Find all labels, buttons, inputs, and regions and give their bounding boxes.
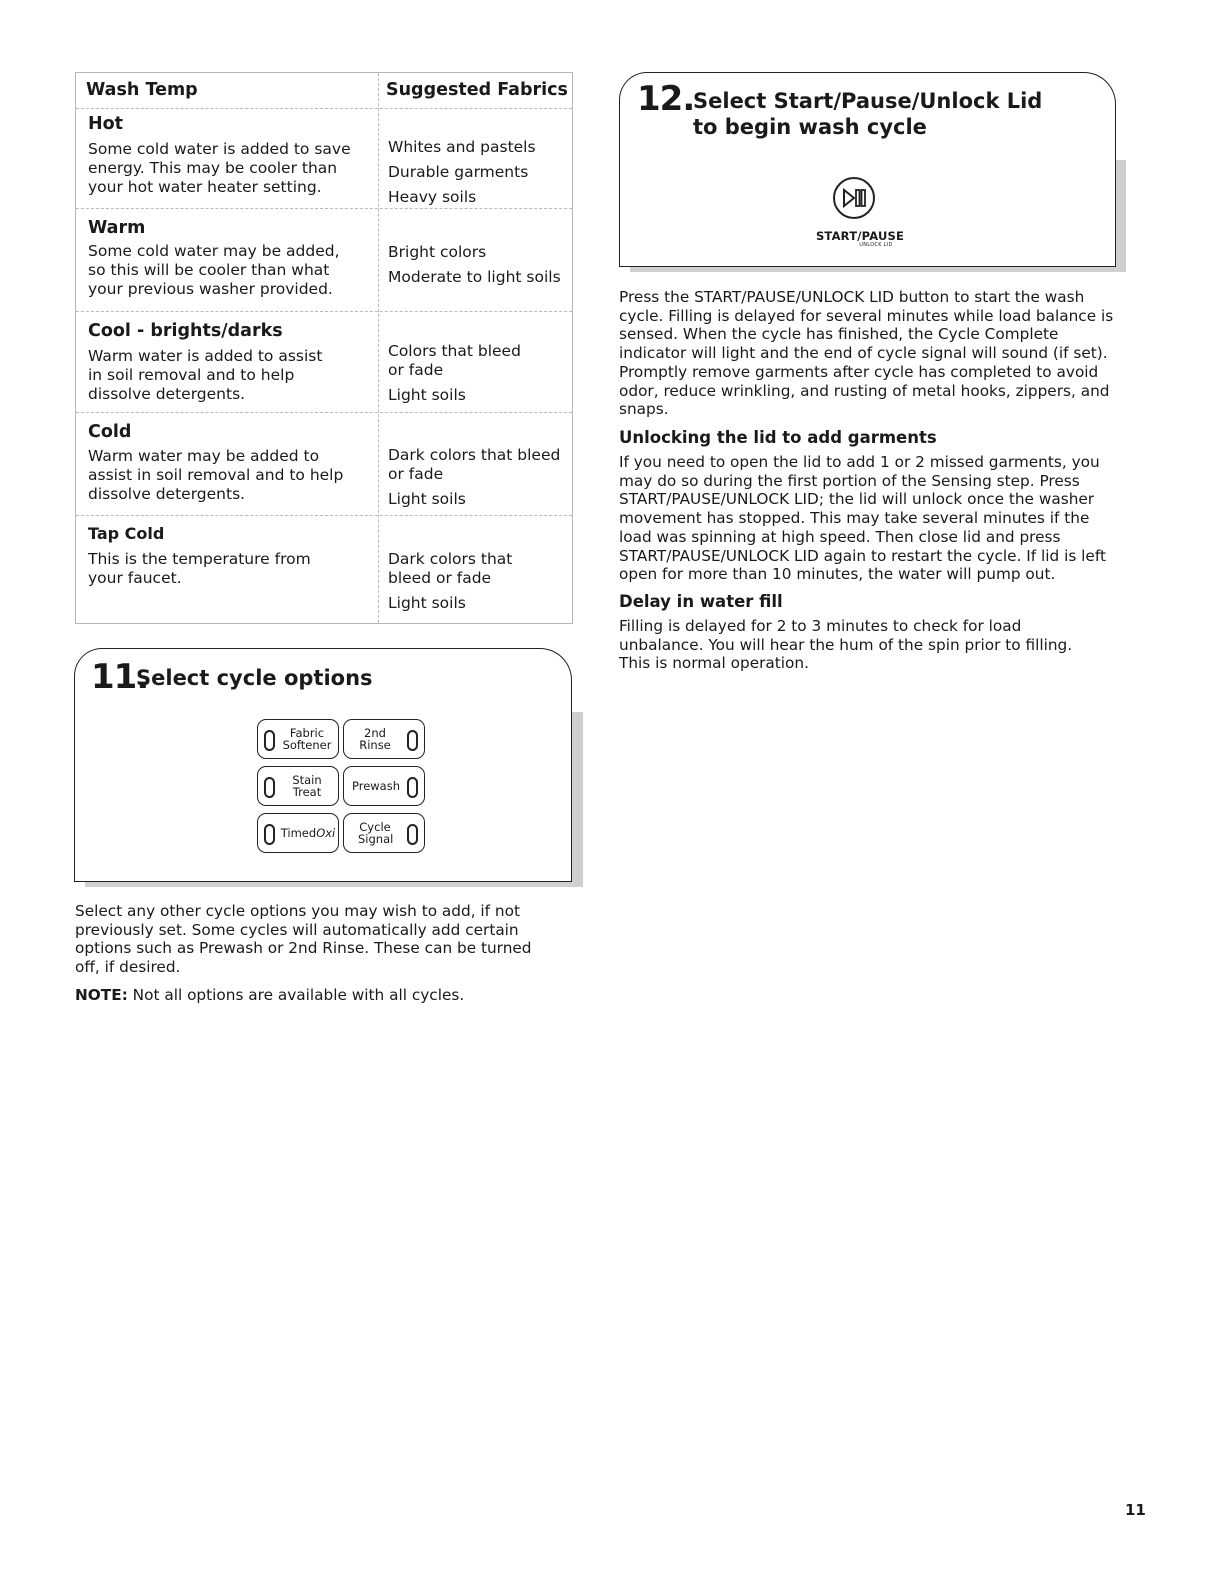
delay-body: Filling is delayed for 2 to 3 minutes to check for load unbalance. You will hear the hum of the spin prior to filling. This is normal operation. <box>619 617 1073 673</box>
row-desc-cold: Warm water may be added to assist in soil removal and to help dissolve detergents. <box>88 447 344 503</box>
button-label <box>281 827 336 839</box>
wash-temp-table <box>75 72 573 624</box>
button-label: 2nd Rinse <box>359 726 391 752</box>
row-divider <box>76 412 572 413</box>
fabric-item: Bright colors <box>388 243 487 261</box>
fabric-item: Light soils <box>388 386 466 404</box>
row-divider <box>76 208 572 209</box>
row-divider <box>76 515 572 516</box>
play-pause-icon <box>835 179 873 217</box>
step12-header <box>619 72 1116 152</box>
fabric-item: Whites and pastels <box>388 138 536 156</box>
row-desc-warm: Some cold water may be added, so this will be cooler than what your previous washer provided. <box>88 242 340 298</box>
step11-body: Select any other cycle options you may wish to add, if not previously set. Some cycles will automatically add certain options such as Prewash or 2nd Rinse. These can be turned off, if desired. <box>75 902 532 977</box>
row-title-cool: Cool - brights/darks <box>88 321 283 341</box>
stain-treat-button[interactable] <box>257 766 339 806</box>
subheading-delay: Delay in water fill <box>619 592 783 611</box>
step12-body: Press the START/PAUSE/UNLOCK LID button to start the wash cycle. Filling is delayed for several minutes while load balance is sensed. When the cycle has finished, the Cycle Complete indicator will light and the end of cycle signal will sound (if set). Promptly remove garments after cycle has completed to avoid odor, reduce wrinkling, and rusting of metal hooks, zippers, and snaps. <box>619 288 1114 419</box>
step12-panel <box>619 150 1116 267</box>
indicator-light-icon <box>407 777 418 798</box>
fabric-item: Dark colors that bleed or fade <box>388 446 561 483</box>
step11-panel <box>74 700 572 882</box>
label-prefix: Timed <box>280 826 317 840</box>
row-title-hot: Hot <box>88 114 124 134</box>
label-italic: Oxi <box>316 826 336 840</box>
indicator-light-icon <box>264 824 275 845</box>
step11-note <box>75 986 553 1005</box>
fabric-item: Moderate to light soils <box>388 268 561 286</box>
step11-header <box>74 648 572 702</box>
fabric-item: Dark colors that bleed or fade <box>388 550 513 587</box>
row-desc-cool: Warm water is added to assist in soil removal and to help dissolve detergents. <box>88 347 323 403</box>
indicator-light-icon <box>407 824 418 845</box>
header-wash-temp: Wash Temp <box>86 80 198 100</box>
timed-oxi-button[interactable] <box>257 813 339 853</box>
row-divider <box>76 311 572 312</box>
page-number: 11 <box>1125 1501 1146 1519</box>
unlocking-body: If you need to open the lid to add 1 or 2 missed garments, you may do so during the first portion of the Sensing step. Press START/PAUSE/UNLOCK LID; the lid will unlock once the washer movement has stopped. This may take several minutes if the load was spinning at high speed. Then close lid and press START/PAUSE/UNLOCK LID again to restart the cycle. If lid is left open for more than 10 minutes, the water will pump out. <box>619 453 1106 584</box>
fabric-item: Light soils <box>388 490 466 508</box>
start-pause-label: START/PAUSE <box>815 229 905 243</box>
button-label: Stain Treat <box>292 773 322 799</box>
step-title: Select cycle options <box>136 666 373 690</box>
row-title-cold: Cold <box>88 422 132 442</box>
button-label: Cycle Signal <box>358 820 394 846</box>
subheading-unlocking: Unlocking the lid to add garments <box>619 428 937 447</box>
fabric-item: Light soils <box>388 594 466 612</box>
step-title-line1: Select Start/Pause/Unlock Lid <box>693 89 1043 113</box>
note-text: Not all options are available with all cycles. <box>127 986 465 1004</box>
button-label: Fabric Softener <box>282 726 332 752</box>
step-number: 12. <box>637 79 695 119</box>
fabric-item: Durable garments <box>388 163 529 181</box>
row-desc-tap-cold: This is the temperature from your faucet. <box>88 550 311 587</box>
indicator-light-icon <box>264 730 275 751</box>
second-rinse-button[interactable] <box>343 719 425 759</box>
indicator-light-icon <box>407 730 418 751</box>
indicator-light-icon <box>264 777 275 798</box>
note-label: NOTE: <box>75 986 128 1004</box>
fabric-item: Colors that bleed or fade <box>388 342 521 379</box>
fabric-softener-button[interactable] <box>257 719 339 759</box>
cycle-signal-button[interactable] <box>343 813 425 853</box>
fabric-item: Heavy soils <box>388 188 477 206</box>
column-divider <box>378 73 379 623</box>
row-title-tap-cold: Tap Cold <box>88 524 165 543</box>
button-label: Prewash <box>351 779 401 793</box>
row-divider <box>76 108 572 109</box>
step-number: 11. <box>91 657 149 697</box>
start-pause-button[interactable] <box>833 177 875 219</box>
prewash-button[interactable] <box>343 766 425 806</box>
header-suggested-fabrics: Suggested Fabrics <box>386 80 568 100</box>
row-desc-hot: Some cold water is added to save energy. This may be cooler than your hot water heater setting. <box>88 140 351 196</box>
row-title-warm: Warm <box>88 218 146 238</box>
step-title-line2: to begin wash cycle <box>693 115 927 139</box>
unlock-lid-label: UNLOCK LID <box>859 242 893 248</box>
